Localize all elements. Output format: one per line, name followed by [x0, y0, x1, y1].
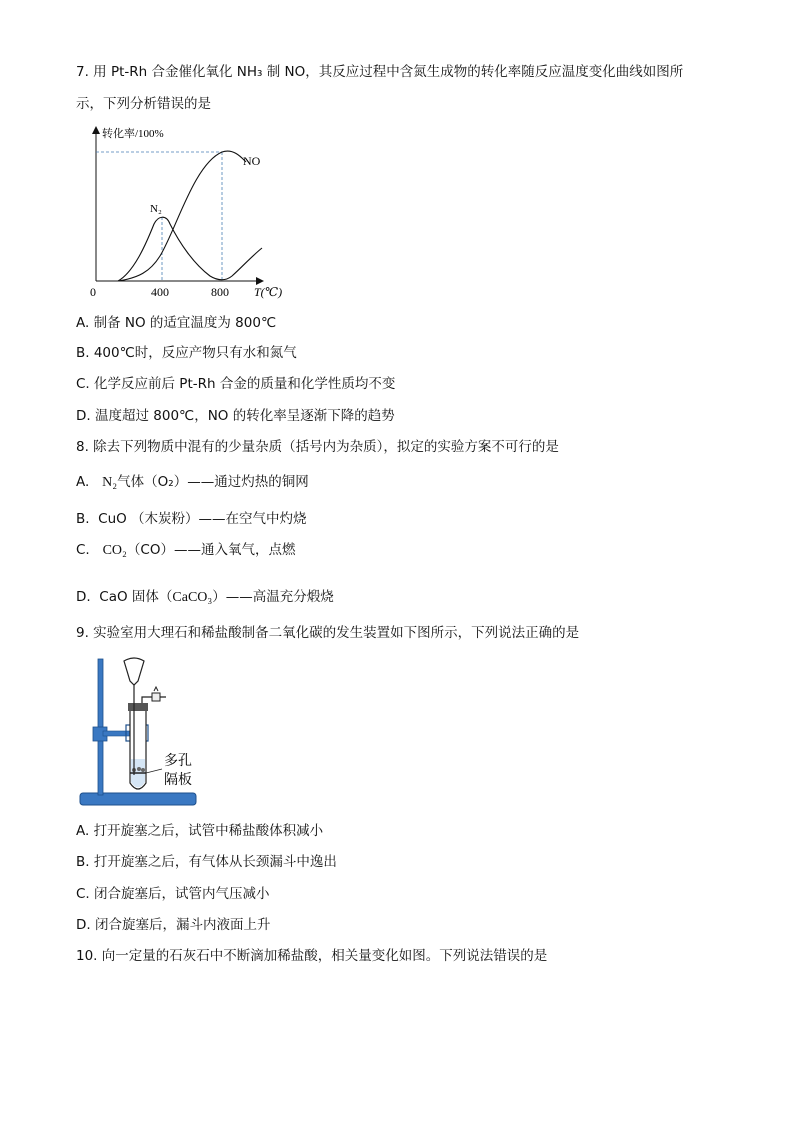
q7-stem-line2: 示，下列分析错误的是 — [76, 96, 211, 112]
series-n2-curve — [118, 217, 262, 281]
stopcock — [152, 693, 160, 701]
q7-chart — [76, 124, 306, 306]
q10-stem: 10. 向一定量的石灰石中不断滴加稀盐酸，相关量变化如图。下列说法错误的是 — [76, 948, 548, 964]
series-n2-label: N₂ — [150, 203, 162, 215]
option-text: CaO 固体（ — [99, 589, 173, 605]
stopcock-handle — [154, 687, 158, 691]
option-text-2: ）——高温充分煅烧 — [212, 589, 334, 605]
q8-option-c — [76, 541, 296, 560]
label-porous: 多孔 — [164, 754, 192, 769]
q8-stem: 8. 除去下列物质中混有的少量杂质（括号内为杂质），拟定的实验方案不可行的是 — [76, 439, 559, 455]
label-pointer — [146, 769, 162, 773]
formula: CO₂ — [102, 543, 127, 558]
q7-option-a: A. 制备 NO 的适宜温度为 800℃ — [76, 315, 277, 331]
option-label: B. — [76, 511, 90, 527]
option-label: A. — [76, 474, 90, 490]
q9-option-d: D. 闭合旋塞后，漏斗内液面上升 — [76, 917, 271, 933]
long-neck-funnel — [124, 658, 144, 685]
option-text: （CO）——通入氧气，点燃 — [126, 542, 296, 558]
x-tick-400: 400 — [151, 285, 169, 299]
option-label: C. — [76, 542, 90, 558]
q7-stem-line1: 7. 用 Pt-Rh 合金催化氧化 NH₃ 制 NO，其反应过程中含氮生成物的转化率随反应温度变化曲线如图所 — [76, 64, 684, 80]
option-text: 气体（O₂）——通过灼热的铜网 — [117, 474, 309, 490]
x-axis-label: T(℃) — [254, 285, 283, 299]
q7-option-c: C. 化学反应前后 Pt-Rh 合金的质量和化学性质均不变 — [76, 376, 396, 392]
q9-stem: 9. 实验室用大理石和稀盐酸制备二氧化碳的发生装置如下图所示，下列说法正确的是 — [76, 625, 580, 641]
q8-option-d — [76, 588, 334, 607]
marble-piece — [137, 767, 141, 771]
q9-option-b: B. 打开旋塞之后，有气体从长颈漏斗中逸出 — [76, 854, 337, 870]
label-plate: 隔板 — [164, 773, 192, 788]
q8-option-a — [76, 473, 309, 492]
rubber-stopper — [128, 703, 148, 711]
marble-piece — [141, 768, 145, 772]
origin-label: 0 — [90, 285, 96, 299]
series-no-label: NO — [243, 154, 261, 168]
y-axis-label: 转化率/100% — [102, 128, 164, 140]
option-label: D. — [76, 589, 91, 605]
formula: CaCO₃ — [172, 590, 213, 605]
option-text: CuO （木炭粉）——在空气中灼烧 — [98, 511, 307, 527]
q9-apparatus-figure — [76, 655, 206, 811]
series-no-curve — [118, 151, 246, 281]
q9-option-a: A. 打开旋塞之后，试管中稀盐酸体积减小 — [76, 823, 324, 839]
q9-option-c: C. 闭合旋塞后，试管内气压减小 — [76, 886, 270, 902]
formula: N₂ — [102, 475, 118, 490]
stand-base — [80, 793, 196, 805]
q7-option-b: B. 400℃时，反应产物只有水和氮气 — [76, 345, 297, 361]
q8-option-b — [76, 510, 307, 528]
q7-option-d: D. 温度超过 800℃，NO 的转化率呈逐渐下降的趋势 — [76, 408, 395, 424]
x-tick-800: 800 — [211, 285, 229, 299]
